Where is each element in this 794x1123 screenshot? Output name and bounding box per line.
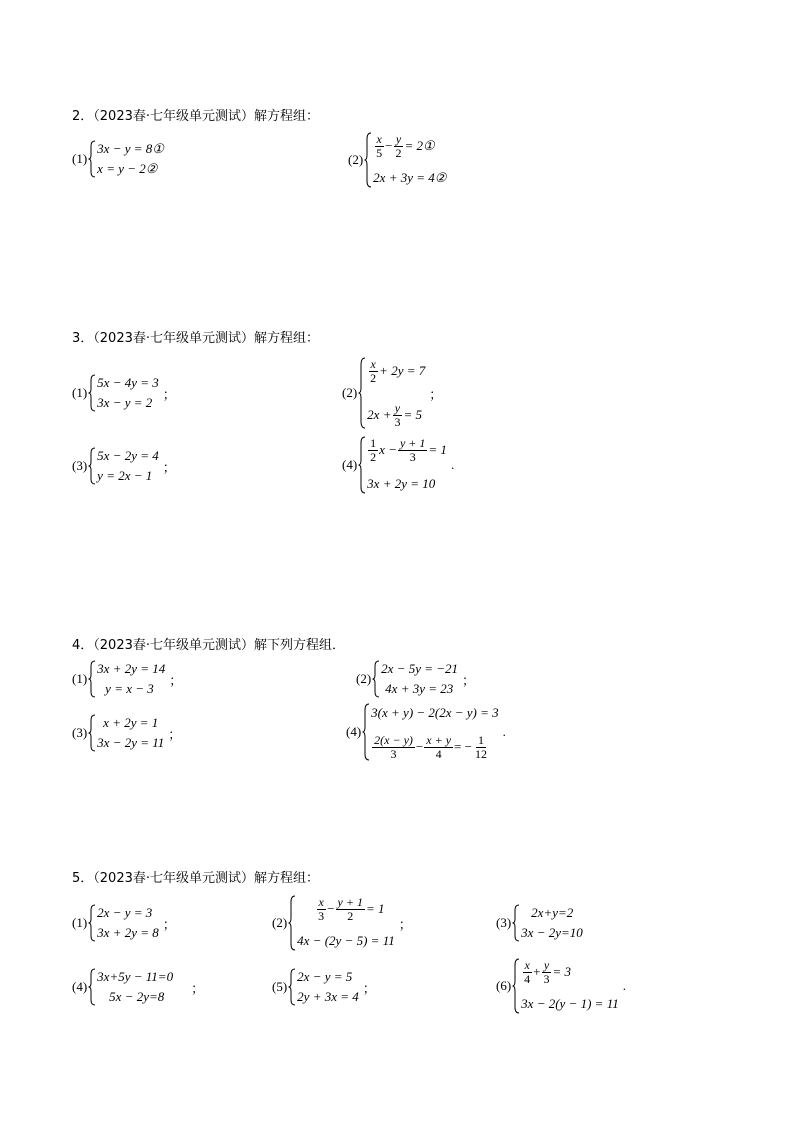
part-label: (1) — [72, 915, 88, 930]
q5-system-6 — [496, 958, 626, 1014]
part-label: (1) — [72, 151, 88, 166]
equation-line: 2x − y = 3 — [97, 905, 153, 920]
fraction: $\frac{x}{5}$ — [376, 131, 383, 160]
fraction: $\frac{x + y}{4}$ — [426, 732, 452, 761]
part-label: (2) — [348, 152, 364, 167]
part-label: (3) — [496, 915, 512, 930]
fraction: $\frac{y + 1}{2}$ — [337, 894, 363, 923]
fraction: $\frac{2(x - y)}{3}$ — [374, 732, 413, 761]
separator: ； — [162, 386, 176, 402]
separator: ； — [162, 916, 176, 932]
q3-system-2 — [342, 357, 442, 429]
fraction: $\frac{x}{3}$ — [318, 894, 325, 923]
equation-line: y = 2x − 1 — [97, 468, 153, 483]
fraction: $\frac{y + 1}{3}$ — [399, 435, 426, 464]
q4-system-4 — [346, 703, 506, 761]
left-brace-icon — [88, 714, 96, 752]
q5-system-1 — [72, 904, 176, 942]
separator: ； — [191, 980, 205, 996]
part-label: (3) — [72, 458, 88, 473]
q2-system-1 — [72, 140, 164, 178]
part-label: (5) — [272, 979, 288, 994]
equation-line: 2x − y = 5 — [297, 969, 353, 984]
part-label: (4) — [346, 724, 362, 739]
part-label: (3) — [72, 725, 88, 740]
question-4-title: 4．（2023春·七年级单元测试）解下列方程组． — [72, 638, 345, 653]
separator: . — [622, 978, 626, 993]
separator: ； — [168, 726, 182, 742]
left-brace-icon — [88, 374, 96, 412]
fraction: $\frac{x}{4}$ — [524, 957, 531, 986]
equation-line: 2x+y=2 — [531, 905, 574, 920]
question-2-title: 2．（2023春·七年级单元测试）解方程组： — [72, 109, 319, 124]
equation-line: 3x − 2(y − 1) = 11 — [521, 996, 619, 1011]
part-label: (2) — [356, 671, 372, 686]
left-brace-icon — [358, 357, 366, 429]
equation-line: $\frac{1}{2}$ x − $\frac{y + 1}{3}$ = 1 — [370, 435, 447, 464]
equation-line: $\frac{x}{3}$ − $\frac{y + 1}{2}$ = 1 — [318, 894, 385, 923]
q5-system-4 — [72, 968, 204, 1006]
equation-line: $\frac{x}{4}$ + $\frac{y}{3}$ = 3 — [524, 957, 572, 986]
part-label: (1) — [72, 671, 88, 686]
part-label: (2) — [342, 385, 358, 400]
equation-line: 3x − y = 8① — [97, 141, 164, 156]
q5-system-2 — [272, 895, 412, 951]
part-label: (6) — [496, 978, 512, 993]
fraction: $\frac{y}{3}$ — [543, 957, 550, 986]
fraction: $\frac{x}{2}$ — [370, 356, 377, 385]
equation-line: 5x − 2y=8 — [109, 989, 165, 1004]
equation-line: 3x − y = 2 — [97, 395, 153, 410]
q4-system-1 — [72, 660, 182, 698]
equation-line: 3x + 2y = 10 — [367, 476, 436, 491]
equation-line: $\frac{x}{2}$ + 2y = 7 — [370, 356, 426, 385]
left-brace-icon — [372, 660, 380, 698]
q3-system-3 — [72, 447, 176, 485]
left-brace-icon — [362, 703, 370, 761]
left-brace-icon — [88, 140, 96, 178]
equation-line: 3x − 2y = 11 — [97, 735, 165, 750]
separator: . — [502, 724, 506, 739]
left-brace-icon — [288, 895, 296, 951]
left-brace-icon — [288, 968, 296, 1006]
left-brace-icon — [512, 958, 520, 1014]
separator: ； — [169, 672, 183, 688]
left-brace-icon — [512, 904, 520, 942]
q5-system-3 — [496, 904, 583, 942]
equation-line: $\frac{x}{5}$ − $\frac{y}{2}$ = 2① — [376, 131, 435, 160]
equation-line: 4x + 3y = 23 — [385, 681, 454, 696]
equation-line: 2x + 3y = 4② — [373, 170, 447, 185]
equation-line: 5x − 4y = 3 — [97, 375, 159, 390]
equation-line: 3x − 2y=10 — [521, 925, 583, 940]
equation-line: 2x − 5y = −21 — [381, 661, 459, 676]
separator: ； — [429, 386, 443, 402]
equation-line: 3(x + y) − 2(2x − y) = 3 — [371, 705, 499, 720]
fraction: $\frac{1}{2}$ — [370, 435, 377, 464]
separator: ； — [462, 672, 476, 688]
separator: ； — [398, 916, 412, 932]
equation-line: 2x + $\frac{y}{3}$ = 5 — [367, 400, 422, 429]
q5-system-5 — [272, 968, 376, 1006]
fraction: $\frac{1}{12}$ — [474, 732, 487, 761]
equation-line: $\frac{2(x - y)}{3}$ − $\frac{x + y}{4}$ = − $\frac{1}{12}$ — [374, 732, 487, 761]
part-label: (4) — [72, 979, 88, 994]
left-brace-icon — [364, 132, 372, 188]
part-label: (4) — [342, 457, 358, 472]
equation-line: y = x − 3 — [105, 681, 154, 696]
equation-line: 5x − 2y = 4 — [97, 448, 159, 463]
equation-line: 3x + 2y = 14 — [97, 661, 166, 676]
left-brace-icon — [358, 436, 366, 494]
left-brace-icon — [88, 968, 96, 1006]
separator: ； — [162, 459, 176, 475]
q4-system-3 — [72, 714, 181, 752]
separator: . — [450, 457, 455, 472]
equation-line: 3x+5y − 11=0 — [97, 969, 174, 984]
question-5-title: 5．（2023春·七年级单元测试）解方程组： — [72, 871, 319, 886]
part-label: (2) — [272, 915, 288, 930]
q4-system-2 — [356, 660, 475, 698]
q2-system-2 — [348, 132, 446, 188]
equation-line: x = y − 2② — [97, 161, 158, 176]
fraction: $\frac{y}{2}$ — [395, 131, 402, 160]
equation-line: x + 2y = 1 — [103, 715, 159, 730]
left-brace-icon — [88, 447, 96, 485]
part-label: (1) — [72, 385, 88, 400]
equation-line: 3x + 2y = 8 — [97, 925, 159, 940]
q3-system-1 — [72, 374, 176, 412]
equation-line: 4x − (2y − 5) = 11 — [297, 933, 395, 948]
separator: ； — [362, 980, 376, 996]
q3-system-4 — [342, 436, 454, 494]
equation-line: 2y + 3x = 4 — [297, 989, 359, 1004]
fraction: $\frac{y}{3}$ — [394, 400, 401, 429]
question-3-title: 3．（2023春·七年级单元测试）解方程组： — [72, 331, 319, 346]
left-brace-icon — [88, 904, 96, 942]
left-brace-icon — [88, 660, 96, 698]
